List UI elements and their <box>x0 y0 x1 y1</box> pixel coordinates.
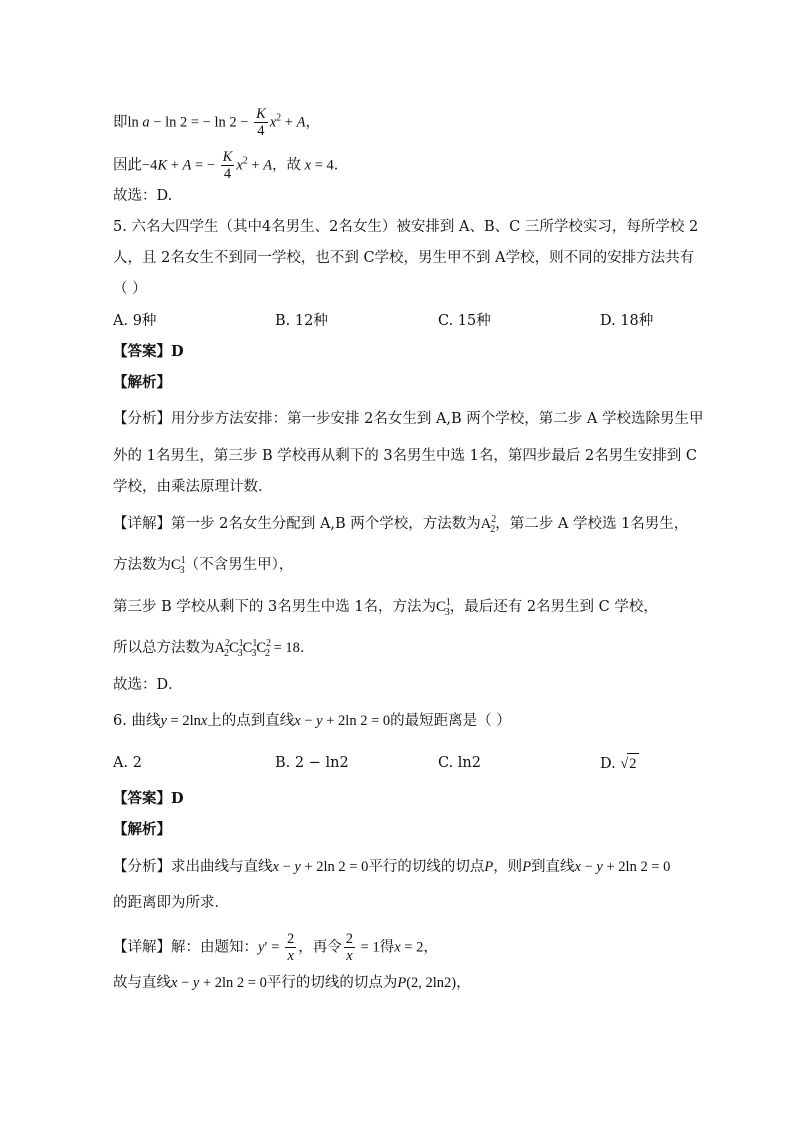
text: ． <box>299 640 315 656</box>
q6-analysis-line-2: 的距离即为所求． <box>113 895 229 911</box>
text: 故与直线 <box>113 975 171 991</box>
q6-stem: 6. 曲线y = 2lnx上的点到直线x − y + 2ln 2 = 0的最短距离是（ ） <box>113 713 511 729</box>
text: 【详解】解：由题知： <box>113 939 258 956</box>
text: ． <box>333 157 349 174</box>
q6-answer: 【答案】D <box>113 790 184 807</box>
text: 到直线 <box>531 859 575 875</box>
text: D. <box>600 756 621 772</box>
text: 所以总方法数为 <box>113 640 215 656</box>
text: ， <box>456 975 471 991</box>
q5-option-c: C. 15种 <box>438 313 491 329</box>
q5-detail-line-3: 第三步 B 学校从剩下的 3名男生中选 1名，方法为$C^1_3$，最后还有 2名男生到 C 学校， <box>113 597 658 618</box>
text: ， <box>305 114 320 131</box>
q5-stem-line-2: 人，且 2名女生不到同一学校，也不到 C学校，男生甲不到 A学校，则不同的安排方法共有 <box>113 250 695 266</box>
q5-analysis-heading: 【解析】 <box>113 374 171 391</box>
q5-option-a: A. 9种 <box>113 313 157 329</box>
q5-answer: 【答案】D <box>113 343 184 360</box>
prev-conclusion: 故选：D. <box>113 188 173 204</box>
q6-detail-line-1: 【详解】解：由题知：y′ = $\frac{2}{x}$ ，再令 $\frac{2}{x}$ = 1得x = 2， <box>113 931 438 964</box>
q6-option-d: D. √2 <box>600 753 639 774</box>
prev-line-2: 因此−4K + A = − $\frac{K}{4}$ $x^2 + A$，故 x = 4． <box>113 149 349 182</box>
fraction: $\frac{2}{x}$ <box>287 931 295 964</box>
q5-option-d: D. 18种 <box>600 313 654 329</box>
text: 【分析】求出曲线与直线 <box>113 859 273 875</box>
text: ，则 <box>493 859 523 875</box>
fraction: $\frac{K}{4}$ <box>256 106 266 139</box>
q5-detail-line-1: 【详解】第一步 2名女生分配到 A,B 两个学校，方法数为$A^2_2$，第二步 A 学校选 1名男生， <box>113 514 689 535</box>
text: ，再令 <box>298 939 342 956</box>
q5-option-b: B. 12种 <box>275 313 328 329</box>
text: ，故 <box>272 157 302 174</box>
text: （不含男生甲）， <box>184 557 294 573</box>
sqrt-icon: √ <box>620 756 629 772</box>
fraction: $\frac{2}{x}$ <box>345 931 354 964</box>
text: ， <box>423 939 438 956</box>
text: 6. 曲线 <box>113 713 161 729</box>
q6-option-c: C. ln2 <box>438 755 481 771</box>
text: 【详解】第一步 2名女生分配到 A,B 两个学校，方法数为 <box>113 516 481 532</box>
text: 第三步 B 学校从剩下的 3名男生中选 1名，方法为 <box>113 599 437 615</box>
fraction: $\frac{K}{4}$ <box>222 149 233 182</box>
q5-stem-line-3: （ ） <box>113 281 147 297</box>
q6-option-b: B. 2 − ln2 <box>275 755 349 771</box>
q5-conclusion: 故选：D． <box>113 677 183 693</box>
text: 平行的切线的切点 <box>368 859 485 875</box>
q6-detail-line-2: 故与直线x − y + 2ln 2 = 0平行的切线的切点为P(2, 2ln2)， <box>113 975 471 991</box>
q5-stem-line-1: 5. 六名大四学生（其中4名男生、2名女生）被安排到 A、B、C 三所学校实习，每所学校 2 <box>113 219 699 235</box>
q5-analysis-line-3: 学校，由乘法原理计数． <box>113 479 273 495</box>
q5-detail-line-4: 所以总方法数为$A^2_2C^1_3C^1_3C^2_2 = 18$． <box>113 638 315 659</box>
text: 因此 <box>113 157 142 174</box>
text: 即 <box>113 114 128 131</box>
q5-detail-line-2: 方法数为$C^1_3$（不含男生甲）， <box>113 555 294 576</box>
text: 的最短距离是（ ） <box>390 713 511 729</box>
text: ，最后还有 2名男生到 C 学校， <box>449 599 658 615</box>
q5-analysis-line-2: 外的 1名男生，第三步 B 学校再从剩下的 3名男生中选 1名，第四步最后 2名男生安排到 C <box>113 448 697 464</box>
text: 平行的切线的切点为 <box>266 975 398 991</box>
q6-analysis-heading: 【解析】 <box>113 821 171 838</box>
q6-analysis-line-1: 【分析】求出曲线与直线x − y + 2ln 2 = 0平行的切线的切点P，则P到直线x − y + 2ln 2 = 0 <box>113 859 671 875</box>
text: 得 <box>379 939 395 956</box>
q6-option-a: A. 2 <box>113 755 142 771</box>
prev-line-1: 即ln a − ln 2 = − ln 2 − $\frac{K}{4}$ $x^2 + A$， <box>113 106 320 139</box>
text: 方法数为 <box>113 557 171 573</box>
q5-analysis-line-1: 【分析】用分步方法安排：第一步安排 2名女生到 A,B 两个学校，第二步 A 学校选除男生甲 <box>113 411 704 427</box>
text: 上的点到直线 <box>207 713 295 729</box>
text: ，第二步 A 学校选 1名男生， <box>495 516 689 532</box>
